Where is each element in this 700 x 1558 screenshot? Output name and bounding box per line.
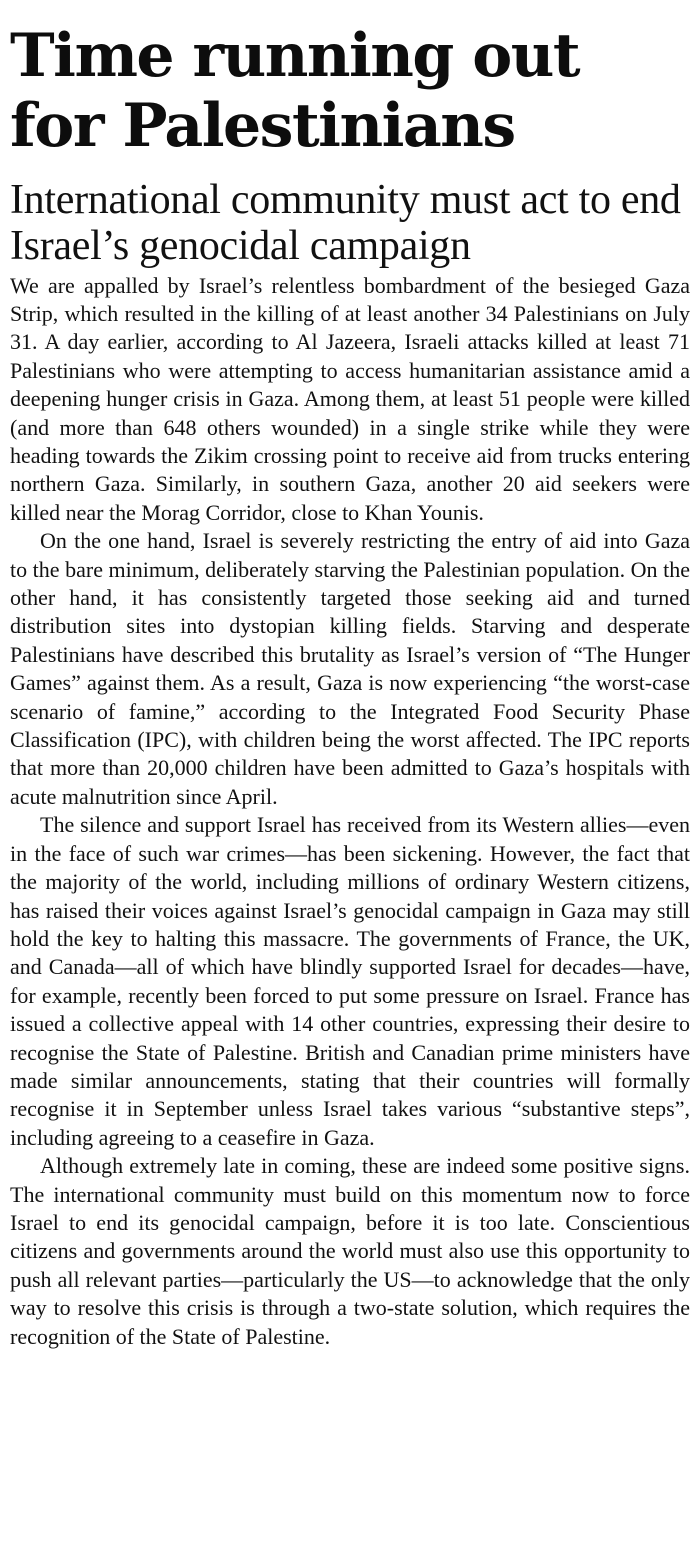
paragraph-4: Although extremely late in coming, these are indeed some positive signs. The international community must build on this momentum now to force Israel to end its genocidal campaign, before it is too late. Conscientious citizens and governments around the world must also use this opportunity to push all relevant parties—particularly the US—to acknowledge that the only way to resolve this crisis is through a two-state solution, which requires the recognition of the State of Palestine.	[10, 1153, 690, 1349]
headline: Time running out for Palestinians	[10, 21, 580, 161]
paragraph-3: The silence and support Israel has received from its Western allies—even in the face of such war crimes—has been sickening. However, the fact that the majority of the world, including millions of ordinary Western citizens, has raised their voices against Israel’s genocidal campaign in Gaza may still hold the key to halting this massacre. The governments of France, the UK, and Canada—all of which have blindly supported Israel for decades—have, for example, recently been forced to put some pressure on Israel. France has issued a collective appeal with 14 other countries, expressing their desire to recognise the State of Palestine. British and Canadian prime ministers have made similar announcements, stating that their countries will formally recognise it in September unless Israel takes various “substantive steps”, including agreeing to a ceasefire in Gaza.	[10, 812, 690, 1150]
paragraph-1: We are appalled by Israel’s relentless bombardment of the besieged Gaza Strip, which resulted in the killing of at least another 34 Palestinians on July 31. A day earlier, according to Al Jazeera, Israeli attacks killed at least 71 Palestinians who were attempting to access humanitarian assistance amid a deepening hunger crisis in Gaza. Among them, at least 51 people were killed (and more than 648 others wounded) in a single strike while they were heading towards the Zikim crossing point to receive aid from trucks entering northern Gaza. Similarly, in southern Gaza, another 20 aid seekers were killed near the Morag Corridor, close to Khan Younis.	[10, 272, 690, 525]
subheadline: International community must act to end Israel’s genocidal campaign	[10, 177, 681, 270]
article-body	[10, 272, 690, 1351]
paragraph-2: On the one hand, Israel is severely restricting the entry of aid into Gaza to the bare minimum, deliberately starving the Palestinian population. On the other hand, it has consistently targeted those seeking aid and turned distribution sites into dystopian killing fields. Starving and desperate Palestinians have described this brutality as Israel’s version of “The Hunger Games” against them. As a result, Gaza is now experiencing “the worst-case scenario of famine,” according to the Integrated Food Security Phase Classification (IPC), with children being the worst affected. The IPC reports that more than 20,000 children have been admitted to Gaza’s hospitals with acute malnutrition since April.	[10, 528, 690, 809]
editorial-article	[10, 22, 690, 1351]
